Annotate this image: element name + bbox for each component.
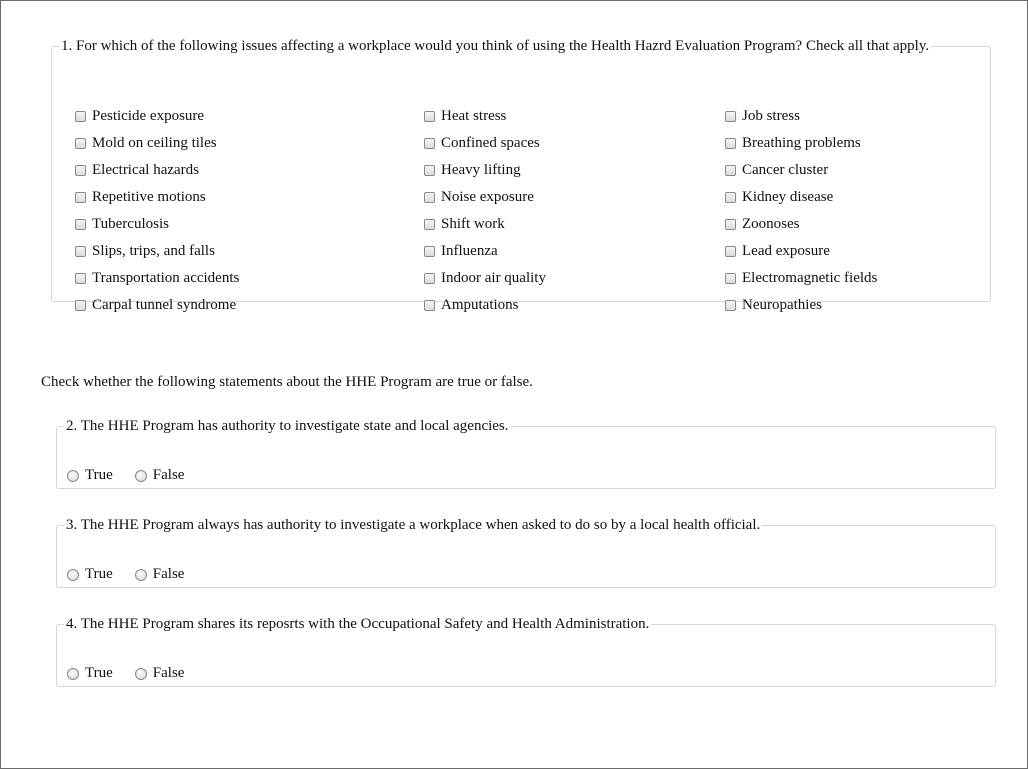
checkbox-label: Repetitive motions	[92, 189, 206, 205]
checkbox[interactable]	[725, 111, 736, 122]
checkbox-item[interactable]	[725, 184, 877, 211]
false-option[interactable]	[135, 566, 185, 583]
checkbox-label: Kidney disease	[742, 189, 834, 205]
true-option[interactable]	[67, 566, 113, 583]
checkbox-label: Neuropathies	[742, 297, 822, 313]
true-option[interactable]	[67, 467, 113, 484]
true-label: True	[85, 566, 113, 582]
checkbox[interactable]	[725, 300, 736, 311]
checkbox-item[interactable]	[424, 157, 546, 184]
checkbox[interactable]	[75, 273, 86, 284]
false-label: False	[152, 665, 185, 681]
checkbox-column-2	[424, 103, 546, 319]
checkbox[interactable]	[725, 273, 736, 284]
checkbox-item[interactable]	[725, 157, 877, 184]
radio-false[interactable]	[135, 470, 147, 482]
checkbox-item[interactable]	[75, 130, 239, 157]
true-label: True	[85, 467, 113, 483]
checkbox[interactable]	[75, 246, 86, 257]
checkbox[interactable]	[725, 138, 736, 149]
checkbox-item[interactable]	[75, 184, 239, 211]
radio-true[interactable]	[67, 470, 79, 482]
checkbox-item[interactable]	[725, 103, 877, 130]
checkbox-label: Zoonoses	[742, 216, 800, 232]
question-1-legend: 1. For which of the following issues affecting a workplace would you think of using the Health Hazrd Evaluation Program? Check all that apply.	[61, 38, 930, 54]
checkbox-item[interactable]	[75, 103, 239, 130]
checkbox-item[interactable]	[725, 130, 877, 157]
checkbox[interactable]	[424, 111, 435, 122]
radio-options	[67, 665, 206, 682]
checkbox-item[interactable]	[424, 265, 546, 292]
checkbox-label: Transportation accidents	[92, 270, 240, 286]
checkbox[interactable]	[424, 300, 435, 311]
checkbox-item[interactable]	[424, 130, 546, 157]
question-4-legend: 4. The HHE Program shares its reposrts with the Occupational Safety and Health Administration.	[66, 616, 650, 632]
checkbox-label: Influenza	[441, 243, 498, 259]
checkbox[interactable]	[424, 138, 435, 149]
checkbox-label: Electrical hazards	[92, 162, 200, 178]
checkbox[interactable]	[424, 192, 435, 203]
question-1-group	[51, 37, 991, 313]
question-2-group	[56, 417, 996, 489]
checkbox-label: Heavy lifting	[441, 162, 521, 178]
checkbox[interactable]	[725, 192, 736, 203]
radio-false[interactable]	[135, 668, 147, 680]
checkbox-item[interactable]	[75, 211, 239, 238]
checkbox-label: Job stress	[742, 108, 800, 124]
checkbox-label: Confined spaces	[441, 135, 540, 151]
checkbox-label: Indoor air quality	[441, 270, 546, 286]
checkbox-item[interactable]	[725, 211, 877, 238]
checkbox-label: Lead exposure	[742, 243, 830, 259]
checkbox-label: Carpal tunnel syndrome	[92, 297, 237, 313]
checkbox-item[interactable]	[725, 265, 877, 292]
false-label: False	[152, 467, 185, 483]
checkbox-item[interactable]	[725, 238, 877, 265]
checkbox[interactable]	[75, 138, 86, 149]
radio-options	[67, 566, 206, 583]
radio-false[interactable]	[135, 569, 147, 581]
radio-true[interactable]	[67, 569, 79, 581]
checkbox-item[interactable]	[424, 103, 546, 130]
checkbox-item[interactable]	[424, 184, 546, 211]
checkbox[interactable]	[75, 192, 86, 203]
checkbox-item[interactable]	[725, 292, 877, 319]
checkbox-label: Cancer cluster	[742, 162, 829, 178]
checkbox-item[interactable]	[75, 292, 239, 319]
checkbox-label: Tuberculosis	[92, 216, 169, 232]
checkbox[interactable]	[725, 246, 736, 257]
radio-true[interactable]	[67, 668, 79, 680]
checkbox[interactable]	[75, 300, 86, 311]
false-option[interactable]	[135, 665, 185, 682]
question-2-legend: 2. The HHE Program has authority to investigate state and local agencies.	[66, 418, 509, 434]
checkbox[interactable]	[75, 165, 86, 176]
radio-options	[67, 467, 206, 484]
true-label: True	[85, 665, 113, 681]
checkbox-label: Slips, trips, and falls	[92, 243, 215, 259]
checkbox-item[interactable]	[75, 265, 239, 292]
checkbox-column-3	[725, 103, 877, 319]
checkbox-label: Breathing problems	[742, 135, 861, 151]
checkbox-label: Heat stress	[441, 108, 507, 124]
checkbox-label: Amputations	[441, 297, 519, 313]
checkbox[interactable]	[725, 165, 736, 176]
question-3-legend: 3. The HHE Program always has authority to investigate a workplace when asked to do so by a local health official.	[66, 517, 761, 533]
checkbox-item[interactable]	[75, 157, 239, 184]
checkbox-item[interactable]	[424, 292, 546, 319]
checkbox[interactable]	[424, 219, 435, 230]
checkbox[interactable]	[75, 219, 86, 230]
checkbox[interactable]	[424, 165, 435, 176]
false-option[interactable]	[135, 467, 185, 484]
checkbox[interactable]	[75, 111, 86, 122]
question-4-group	[56, 615, 996, 687]
question-3-group	[56, 516, 996, 588]
checkbox-label: Electromagnetic fields	[742, 270, 878, 286]
checkbox-item[interactable]	[424, 238, 546, 265]
checkbox-label: Mold on ceiling tiles	[92, 135, 217, 151]
checkbox-item[interactable]	[75, 238, 239, 265]
checkbox-grid	[52, 55, 990, 313]
checkbox-column-1	[75, 103, 239, 319]
true-false-intro: Check whether the following statements about the HHE Program are true or false.	[41, 374, 533, 390]
checkbox[interactable]	[424, 273, 435, 284]
checkbox[interactable]	[725, 219, 736, 230]
checkbox-label: Shift work	[441, 216, 505, 232]
checkbox-label: Noise exposure	[441, 189, 534, 205]
checkbox-item[interactable]	[424, 211, 546, 238]
false-label: False	[152, 566, 185, 582]
true-option[interactable]	[67, 665, 113, 682]
checkbox-label: Pesticide exposure	[92, 108, 205, 124]
checkbox[interactable]	[424, 246, 435, 257]
